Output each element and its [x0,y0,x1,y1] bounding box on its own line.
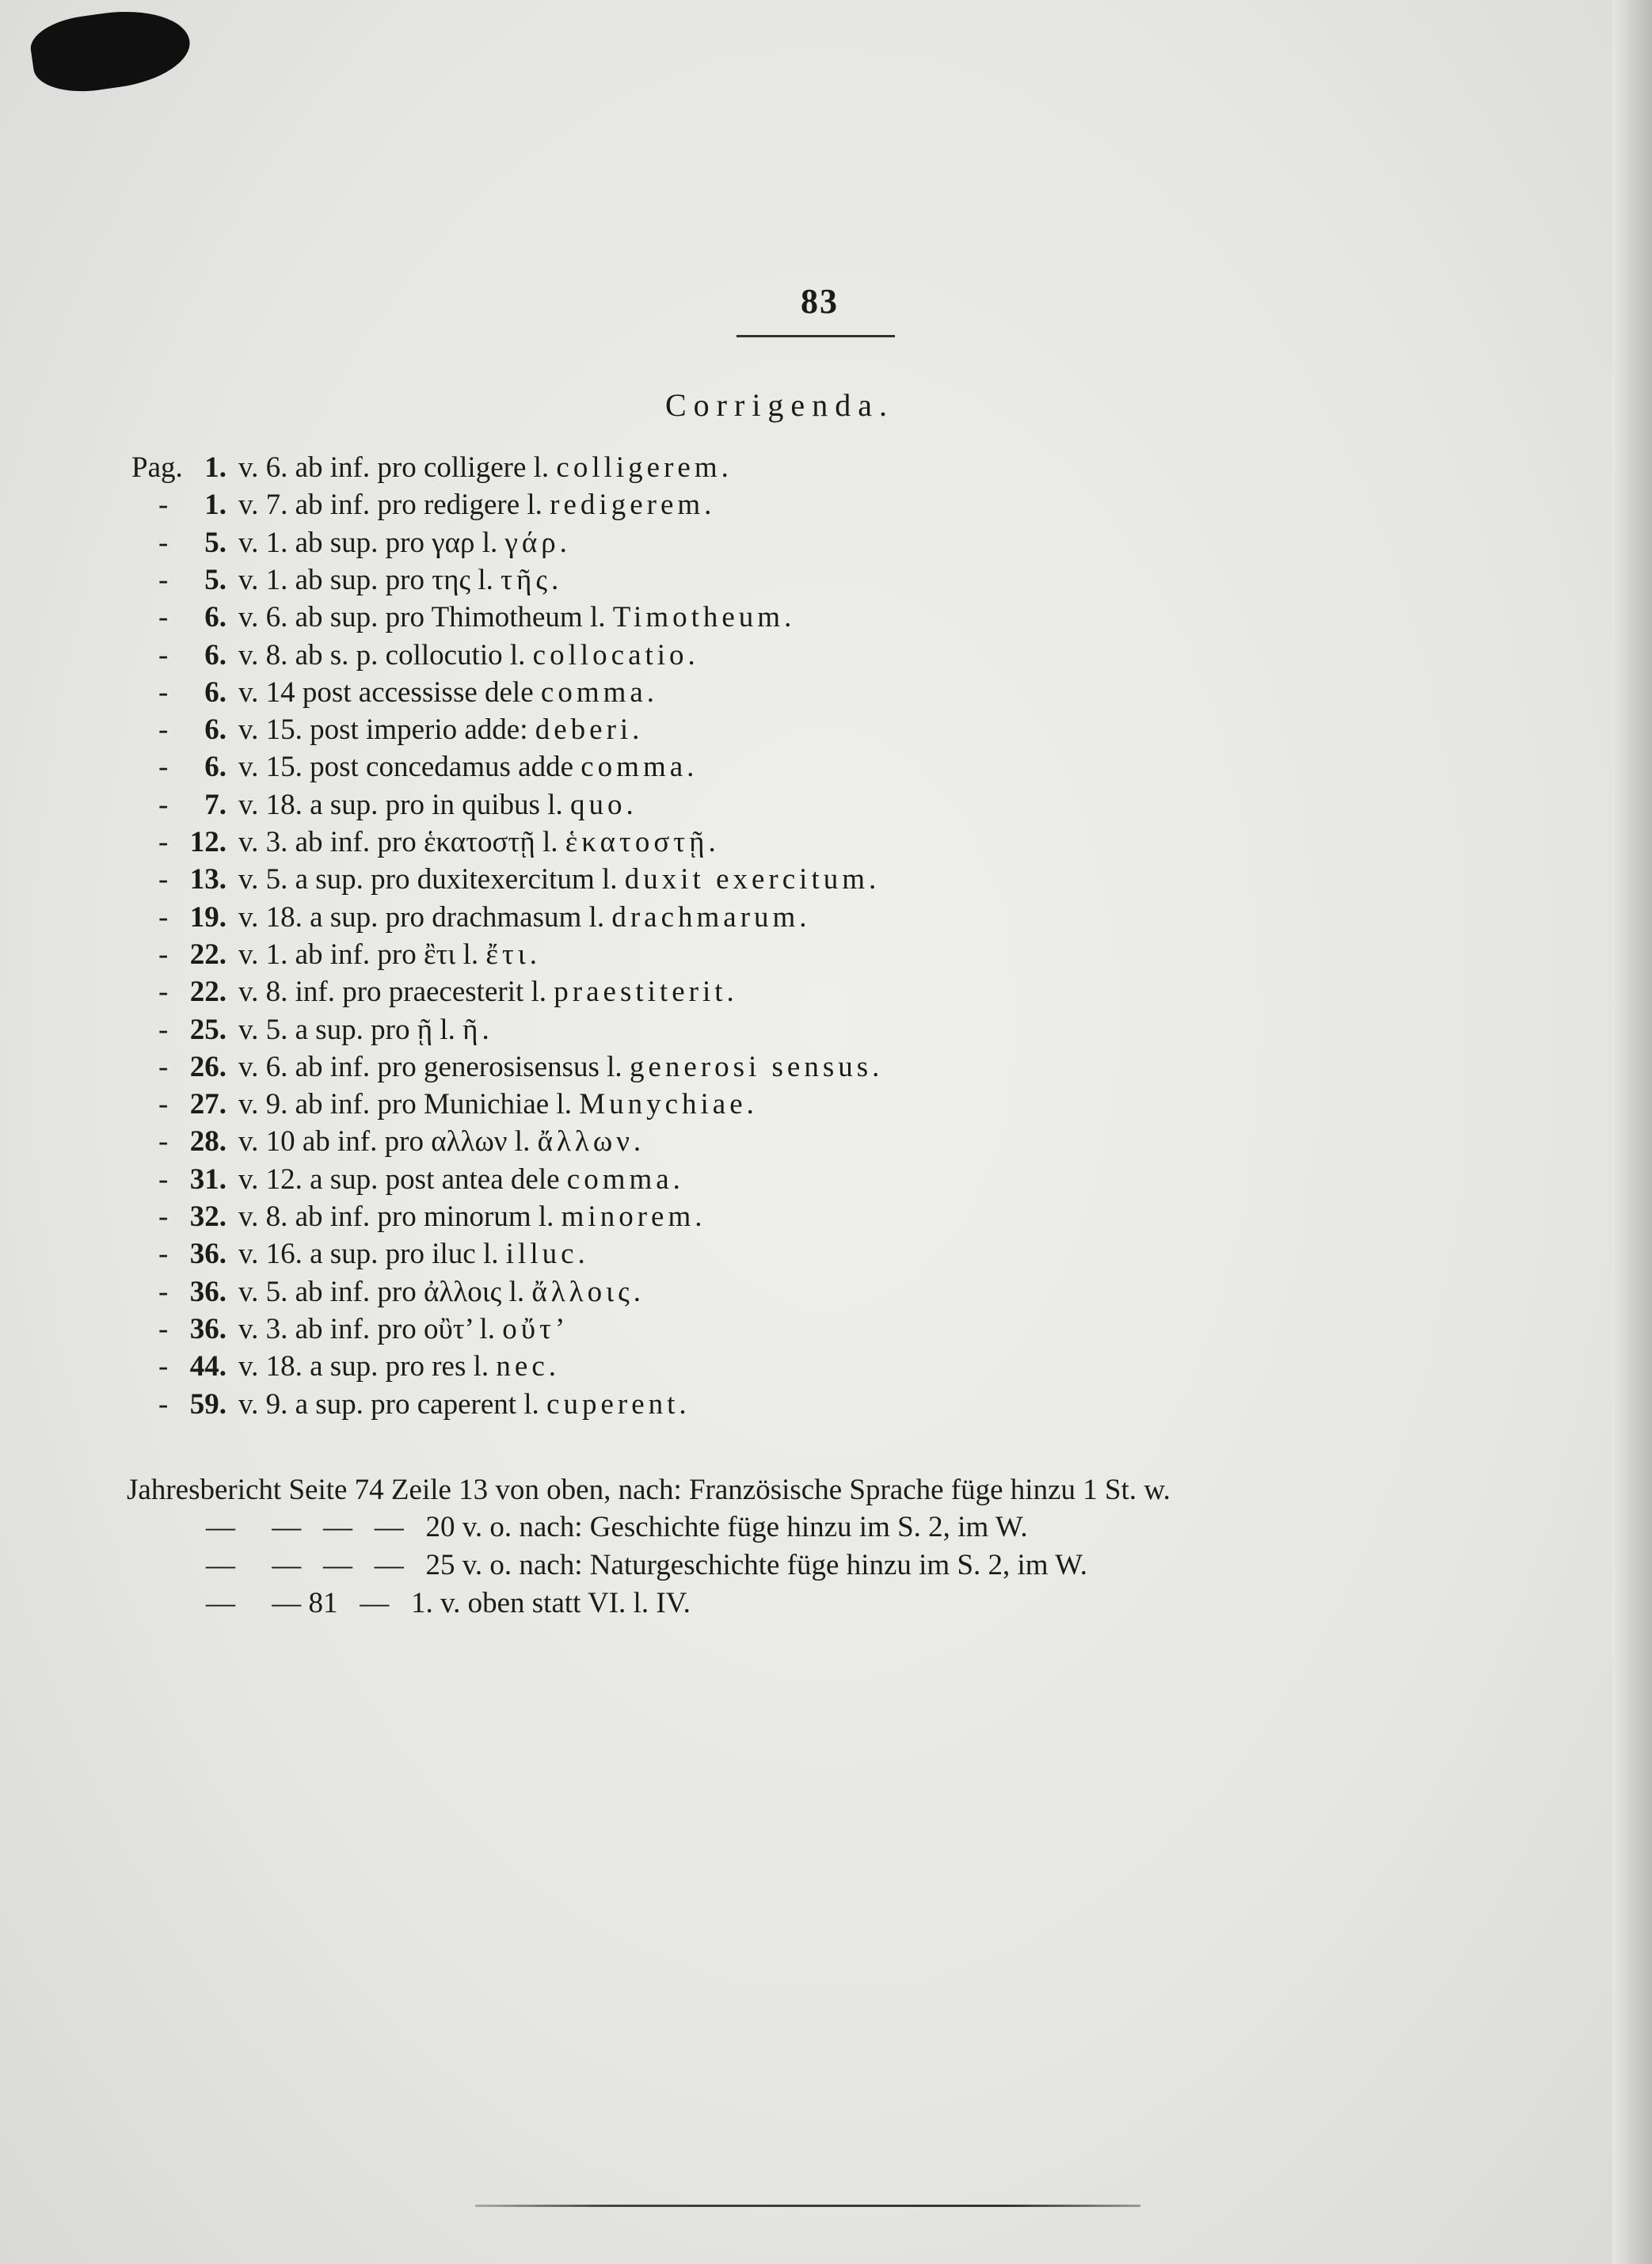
entry-correction: duxit exercitum. [624,863,881,896]
page-number-rule [737,335,895,337]
entry-correction: cuperent. [546,1387,691,1421]
entry-correction: praestiterit. [554,976,738,1009]
entry-page: 25. [189,1013,226,1046]
appendix-line: Jahresbericht Seite 74 Zeile 13 von oben, nach: Französische Sprache füge hinzu 1 St. w. [127,1474,1170,1506]
appendix-line: — — — — 20 v. o. nach: Geschichte füge hinzu im S. 2, im W. [206,1511,1028,1543]
entry-page: 27. [189,1088,226,1121]
entry-prefix: - [158,1050,169,1083]
entry-text [238,1015,493,1044]
entry-text [238,638,699,672]
entry-text [238,752,698,782]
entry-prefix: - [158,1200,169,1233]
entry-prefix: - [158,1387,169,1421]
entry-correction: ἑκατοστῇ. [565,826,720,858]
entry-prefix: - [158,675,169,709]
entry-page: 6. [204,713,226,747]
entry-correction: redigerem. [550,489,716,522]
entry-page: 22. [189,938,226,971]
entry-page: 19. [189,900,226,934]
entry-page: 32. [189,1200,226,1233]
entry-correction: nec. [496,1350,561,1383]
page-number: 83 [801,282,839,321]
entry-page: 6. [204,675,226,709]
entry-page: 1. [204,451,226,484]
entry-prefix: Pag. [131,451,183,484]
entry-text [238,528,571,557]
entry-correction: ἄλλοις. [531,1275,645,1308]
entry-correction: deberi. [535,713,644,747]
entry-page: 36. [189,1275,226,1308]
entry-text [238,603,795,632]
entry-text [238,1387,691,1421]
entry-error: v. 8. inf. pro praecesterit l. [238,976,554,1009]
entry-correction: collocatio. [532,638,699,672]
entry-prefix: - [158,1088,169,1121]
entry-error: v. 5. ab inf. pro ἀλλοις l. [238,1275,532,1308]
entry-page: 7. [204,788,226,821]
entry-error: v. 8. ab inf. pro minorum l. [238,1200,561,1233]
entry-error: v. 12. a sup. post antea dele [238,1162,567,1196]
entry-text [238,489,716,522]
entry-prefix: - [158,1275,169,1308]
entry-text [238,565,562,595]
entry-correction: generosi sensus. [629,1050,884,1083]
entry-correction: Timotheum. [612,601,796,634]
entry-prefix: - [158,826,169,858]
entry-error: v. 9. a sup. pro caperent l. [238,1387,547,1421]
entry-text [238,1052,883,1082]
entry-text [238,1239,589,1269]
entry-prefix: - [158,900,169,934]
entry-error: v. 8. ab s. p. collocutio l. [238,638,533,672]
entry-text [238,1202,706,1231]
entry-text [238,1277,645,1307]
entry-prefix: - [158,638,169,672]
entry-page: 26. [189,1050,226,1083]
appendix-line: — — 81 — 1. v. oben statt VI. l. IV. [206,1587,691,1619]
entry-prefix: - [158,938,169,971]
entry-page: 28. [189,1125,226,1159]
entry-page: 6. [204,751,226,784]
entry-correction: comma. [580,751,698,784]
entry-error: v. 6. ab inf. pro colligere l. [238,451,557,484]
entry-text [238,675,659,709]
entry-error: v. 18. a sup. pro res l. [238,1350,497,1383]
entry-page: 36. [189,1238,226,1271]
entry-error: v. 1. ab sup. pro γαρ l. [238,526,505,559]
entry-page: 12. [189,826,226,858]
bottom-rule [475,2205,1140,2207]
entry-correction: οὔτ’ [502,1312,569,1345]
entry-page: 5. [204,526,226,559]
entry-prefix: - [158,863,169,896]
entry-correction: ἔτι. [485,938,541,971]
entry-text [238,1162,684,1196]
entry-correction: quo. [569,788,638,821]
entry-prefix: - [158,526,169,559]
entry-error: v. 15. post concedamus adde [238,751,581,784]
entry-error: v. 18. a sup. pro drachmasum l. [238,900,612,934]
entry-text [238,976,738,1009]
entry-error: v. 9. ab inf. pro Munichiae l. [238,1088,580,1121]
entry-correction: comma. [540,675,659,709]
entry-correction: colligerem. [556,451,733,484]
entry-page: 36. [189,1312,226,1345]
entry-prefix: - [158,1238,169,1271]
entry-page: 6. [204,601,226,634]
entry-prefix: - [158,563,169,596]
entry-text [238,1312,569,1345]
entry-correction: drachmarum. [611,900,811,934]
entry-prefix: - [158,601,169,634]
entry-prefix: - [158,1162,169,1196]
entry-text [238,865,880,894]
entry-correction: τῆς. [501,563,563,596]
entry-error: v. 5. a sup. pro duxitexercitum l. [238,863,625,896]
entry-correction: minorem. [561,1200,706,1233]
entry-error: v. 14 post accessisse dele [238,675,541,709]
entry-text [238,453,733,482]
entry-error: v. 10 ab inf. pro αλλων l. [238,1125,538,1159]
entry-error: v. 3. ab inf. pro ἑκατοστῇ l. [238,826,565,858]
entry-correction: Munychiae. [579,1088,758,1121]
entry-page: 59. [189,1387,226,1421]
appendix-line: — — — — 25 v. o. nach: Naturgeschichte füge hinzu im S. 2, im W. [206,1549,1087,1581]
entry-error: v. 6. ab inf. pro generosisensus l. [238,1050,630,1083]
entry-prefix: - [158,1125,169,1159]
entry-page: 31. [189,1162,226,1196]
entry-prefix: - [158,976,169,1009]
entry-page: 22. [189,976,226,1009]
entry-page: 5. [204,563,226,596]
entry-correction: γάρ. [504,526,571,559]
entry-correction: ῆ. [462,1013,493,1046]
entry-prefix: - [158,1013,169,1046]
entry-error: v. 7. ab inf. pro redigere l. [238,489,550,522]
entry-correction: ἄλλων. [537,1125,645,1159]
entry-correction: comma. [566,1162,684,1196]
entry-page: 1. [204,489,226,522]
entry-error: v. 16. a sup. pro iluc l. [238,1238,506,1271]
entry-error: v. 1. ab sup. pro της l. [238,563,501,596]
entry-error: v. 18. a sup. pro in quibus l. [238,788,570,821]
entry-error: v. 15. post imperio adde: [238,713,535,747]
page-title: Corrigenda. [665,387,894,423]
entry-page: 6. [204,638,226,672]
page-edge-shadow [1612,0,1652,2264]
entry-text [238,828,720,857]
entry-correction: illuc. [505,1238,589,1271]
entry-text [238,940,541,969]
entry-text [238,790,638,820]
entry-text [238,713,644,747]
entry-prefix: - [158,1312,169,1345]
entry-prefix: - [158,788,169,821]
entry-text [238,1090,758,1119]
entry-page: 13. [189,863,226,896]
entry-text [238,900,811,934]
entry-error: v. 6. ab sup. pro Thimotheum l. [238,601,613,634]
entry-error: v. 1. ab inf. pro ἒτι l. [238,938,486,971]
entry-page: 44. [189,1350,226,1383]
entry-prefix: - [158,751,169,784]
entry-prefix: - [158,489,169,522]
entry-text [238,1352,560,1381]
entry-prefix: - [158,1350,169,1383]
entry-error: v. 5. a sup. pro ῇ l. [238,1013,463,1046]
entry-prefix: - [158,713,169,747]
entry-text [238,1125,645,1159]
entry-error: v. 3. ab inf. pro οὒτ’ l. [238,1312,503,1345]
